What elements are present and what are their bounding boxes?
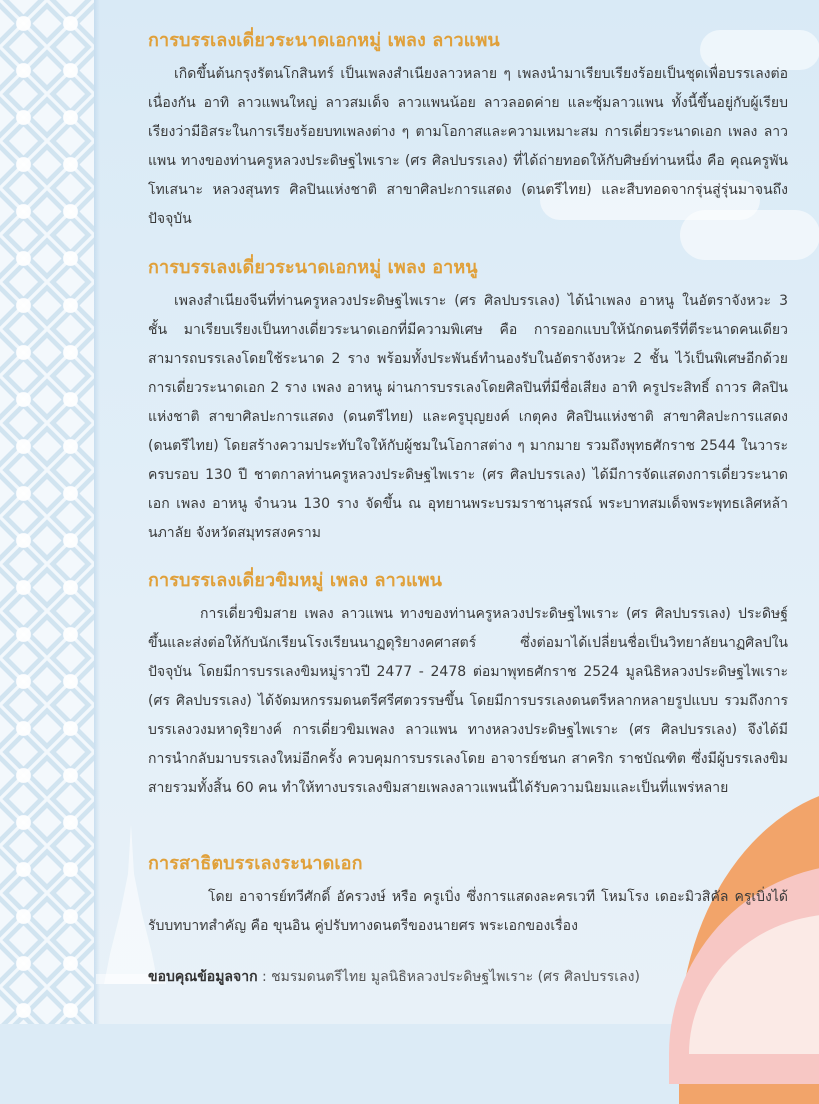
credit-text: : ชมรมดนตรีไทย มูลนิธิหลวงประดิษฐไพเราะ (ศร ศิลปบรรเลง) — [262, 969, 640, 985]
section-ranat-demo — [148, 851, 788, 941]
section-heading: การบรรเลงเดี่ยวขิมหมู่ เพลง ลาวแพน — [148, 570, 443, 591]
section-lao-phaen-ranat — [148, 28, 788, 234]
section-heading: การบรรเลงเดี่ยวระนาดเอกหมู่ เพลง อาหนู — [148, 257, 478, 278]
thai-pattern-border — [0, 0, 94, 1024]
section-lao-phaen-khim — [148, 568, 788, 803]
section-heading: การสาธิตบรรเลงระนาดเอก — [148, 853, 363, 874]
credit-label: ขอบคุณข้อมูลจาก — [148, 969, 258, 985]
section-heading: การบรรเลงเดี่ยวระนาดเอกหมู่ เพลง ลาวแพน — [148, 30, 500, 51]
section-body: โดย อาจารย์ทวีศักดิ์ อัครวงษ์ หรือ ครูเบิ่ง ซึ่งการแสดงละครเวที โหมโรง เดอะมิวสิคัล ครูเบิ่งได้รับบทบาทสำคัญ คือ ขุนอิน คู่ปรับทางดนตรีของนายศร พระเอกของเรื่อง — [148, 889, 788, 934]
section-body: เกิดขึ้นต้นกรุงรัตนโกสินทร์ เป็นเพลงสำเนียงลาวหลาย ๆ เพลงนำมาเรียบเรียงร้อยเป็นชุดเพื่อบรรเลงต่อเนื่องกัน อาทิ ลาวแพนใหญ่ ลาวสมเด็จ ลาวแพนน้อย ลาวลอดค่าย และซุ้มลาวแพน ทั้งนี้ขึ้นอยู่กับผู้เรียบเรียงว่ามีอิสระในการเรียงร้อยบทเพลงต่าง ๆ ตามโอกาสและความเหมาะสม การเดี่ยวระนาดเอก เพลง ลาวแพน ทางของท่านครูหลวงประดิษฐไพเราะ (ศร ศิลปบรรเลง) ที่ได้ถ่ายทอดให้กับศิษย์ท่านหนึ่ง คือ คุณครูพันโทเสนาะ หลวงสุนทร ศิลปินแห่งชาติ สาขาศิลปะการแสดง (ดนตรีไทย) และสืบทอดจากรุ่นสู่รุ่นมาจนถึงปัจจุบัน — [148, 66, 788, 227]
credit-line — [148, 966, 640, 988]
section-a-nu-ranat — [148, 255, 788, 548]
section-body: การเดี่ยวขิมสาย เพลง ลาวแพน ทางของท่านครูหลวงประดิษฐไพเราะ (ศร ศิลปบรรเลง) ประดิษฐ์ขึ้นและส่งต่อให้กับนักเรียนโรงเรียนนาฏดุริยางคศาสตร์ ซึ่งต่อมาได้เปลี่ยนชื่อเป็นวิทยาลัยนาฏศิลปในปัจจุบัน โดยมีการบรรเลงขิมหมู่ราวปี 2477 - 2478 ต่อมาพุทธศักราช 2524 มูลนิธิหลวงประดิษฐไพเราะ (ศร ศิลปบรรเลง) ได้จัดมหกรรมดนตรีศรีศตวรรษขึ้น โดยมีการบรรเลงดนตรีหลากหลายรูปแบบ รวมถึงการบรรเลงวงมหาดุริยางค์ การเดี่ยวขิมเพลง ลาวแพน ทางหลวงประดิษฐไพเราะ (ศร ศิลปบรรเลง) จึงได้มีการนำกลับมาบรรเลงใหม่อีกครั้ง ควบคุมการบรรเลงโดย อาจารย์ชนก สาคริก ราชบัณฑิต ซึ่งมีผู้บรรเลงขิมสายรวมทั้งสิ้น 60 คน ทำให้ทางบรรเลงขิมสายเพลงลาวแพนนี้ได้รับความนิยมและเป็นที่แพร่หลาย — [148, 606, 788, 796]
section-body: เพลงสำเนียงจีนที่ท่านครูหลวงประดิษฐไพเราะ (ศร ศิลปบรรเลง) ได้นำเพลง อาหนู ในอัตราจังหวะ 3 ชั้น มาเรียบเรียงเป็นทางเดี่ยวระนาดเอกที่มีความพิเศษ คือ การออกแบบให้นักดนตรีที่ตีระนาดคนเดียวสามารถบรรเลงโดยใช้ระนาด 2 ราง พร้อมทั้งประพันธ์ทำนองรับในอัตราจังหวะ 2 ชั้น ไว้เป็นพิเศษอีกด้วย การเดี่ยวระนาดเอก 2 ราง เพลง อาหนู ผ่านการบรรเลงโดยศิลปินที่มีชื่อเสียง อาทิ ครูประสิทธิ์ ถาวร ศิลปินแห่งชาติ สาขาศิลปะการแสดง (ดนตรีไทย) และครูบุญยงค์ เกตุคง ศิลปินแห่งชาติ สาขาศิลปะการแสดง (ดนตรีไทย) โดยสร้างความประทับใจให้กับผู้ชมในโอกาสต่าง ๆ มากมาย รวมถึงพุทธศักราช 2544 ในวาระครบรอบ 130 ปี ชาตกาลท่านครูหลวงประดิษฐไพเราะ (ศร ศิลปบรรเลง) ได้มีการจัดแสดงการเดี่ยวระนาดเอก เพลง อาหนู จำนวน 130 ราง จัดขึ้น ณ อุทยานพระบรมราชานุสรณ์ พระบาทสมเด็จพระพุทธเลิศหล้านภาลัย จังหวัดสมุทรสงคราม — [148, 293, 788, 541]
